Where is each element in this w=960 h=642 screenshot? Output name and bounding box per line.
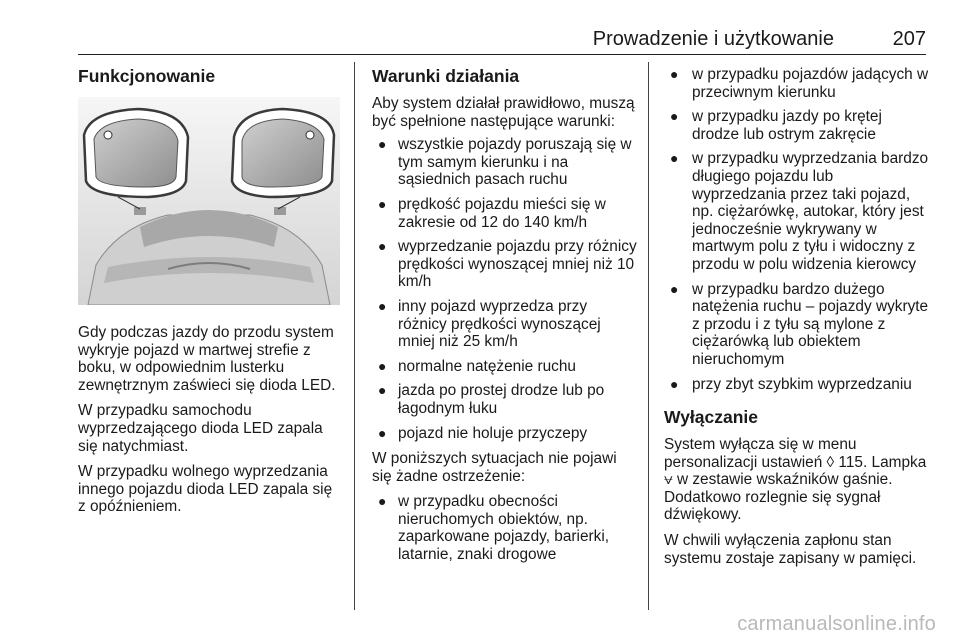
page-number: 207 — [892, 28, 926, 50]
column-conditions — [372, 66, 640, 572]
list-item: ● w przypadku bardzo dużego natężenia ruchu – pojazdy wykryte z przodu i z tyłu są mylone z ciężarówką lub obiektem nieruchomym — [670, 280, 929, 368]
column-exceptions-disable — [664, 66, 930, 575]
watermark: carmanualsonline.info — [737, 613, 936, 635]
bullet-icon: ● — [378, 382, 387, 399]
column-functioning — [78, 66, 344, 524]
section-title: Prowadzenie i użytkowanie — [592, 28, 834, 50]
paragraph: W przypadku wolnego wyprzedzania innego pojazdu dioda LED zapala się z opóźnieniem. — [78, 463, 333, 516]
conditions-list — [372, 136, 640, 442]
list-item: ● wszystkie pojazdy poruszają się w tym samym kierunku i na sąsiednich pasach ruchu — [378, 136, 632, 189]
list-item: ● w przypadku pojazdów jadących w przeciwnym kierunku — [670, 66, 929, 101]
paragraph: Gdy podczas jazdy do przodu system wykryje pojazd w martwej strefie z boku, w odpowiednim lusterku zewnętrznym zaświeci się dioda LED. — [78, 324, 336, 394]
column-divider-1 — [354, 62, 355, 610]
no-warning-list-continued — [664, 66, 930, 393]
list-item: ● jazda po prostej drodze lub po łagodnym łuku — [378, 382, 605, 417]
heading-disable: Wyłączanie — [664, 407, 759, 428]
heading-conditions: Warunki działania — [372, 66, 520, 86]
paragraph: Aby system działał prawidłowo, muszą być spełnione następujące warunki: — [372, 95, 635, 130]
bullet-icon: ● — [670, 150, 679, 167]
list-item: ● w przypadku wyprzedzania bardzo długiego pojazdu lub wyprzedzania przez taki pojazd, np. ciężarówkę, autokar, który jest jednocześnie wykrywany w martwym polu z tyłu i widoczny z przodu w polu widzenia kierowcy — [670, 150, 929, 273]
no-warning-list — [372, 493, 640, 563]
list-item: ● prędkość pojazdu mieści się w zakresie od 12 do 140 km/h — [378, 195, 606, 231]
bullet-icon: ● — [378, 297, 387, 314]
bullet-icon: ● — [670, 280, 679, 297]
list-item: ● w przypadku obecności nieruchomych obiektów, np. zaparkowane pojazdy, barierki, latarnie, znaki drogowe — [378, 493, 610, 564]
bullet-icon: ● — [378, 424, 387, 441]
heading-functioning: Funkcjonowanie — [78, 66, 216, 86]
paragraph: W poniższych sytuacjach nie pojawi się żadne ostrzeżenie: — [372, 450, 617, 485]
paragraph: System wyłącza się w menu personalizacji ustawień ◊ 115. Lampka ⩝ w zestawie wskaźników gaśnie. Dodatkowo rozlegnie się sygnał dźwiękowy. — [664, 436, 927, 524]
bullet-icon: ● — [378, 493, 387, 510]
column-divider-2 — [648, 62, 649, 610]
list-item: ● przy zbyt szybkim wyprzedzaniu — [670, 375, 912, 393]
blind-spot-mirror-illustration — [78, 97, 340, 305]
page-header — [78, 28, 926, 55]
list-item: ● normalne natężenie ruchu — [378, 357, 576, 375]
bullet-icon: ● — [378, 195, 387, 212]
bullet-icon: ● — [378, 136, 387, 153]
list-item: ● w przypadku jazdy po krętej drodze lub ostrym zakręcie — [670, 108, 882, 143]
list-item: ● pojazd nie holuje przyczepy — [378, 424, 588, 442]
paragraph: W przypadku samochodu wyprzedzającego dioda LED zapala się natychmiast. — [78, 402, 323, 455]
bullet-icon: ● — [378, 357, 387, 374]
list-item: ● inny pojazd wyprzedza przy różnicy prędkości wynoszącej mniej niż 25 km/h — [378, 297, 601, 351]
bullet-icon: ● — [670, 108, 679, 125]
list-item: ● wyprzedzanie pojazdu przy różnicy prędkości wynoszącej mniej niż 10 km/h — [378, 238, 637, 291]
bullet-icon: ● — [670, 66, 679, 82]
paragraph: W chwili wyłączenia zapłonu stan systemu zostaje zapisany w pamięci. — [664, 532, 917, 567]
bullet-icon: ● — [670, 375, 679, 392]
bullet-icon: ● — [378, 238, 387, 255]
